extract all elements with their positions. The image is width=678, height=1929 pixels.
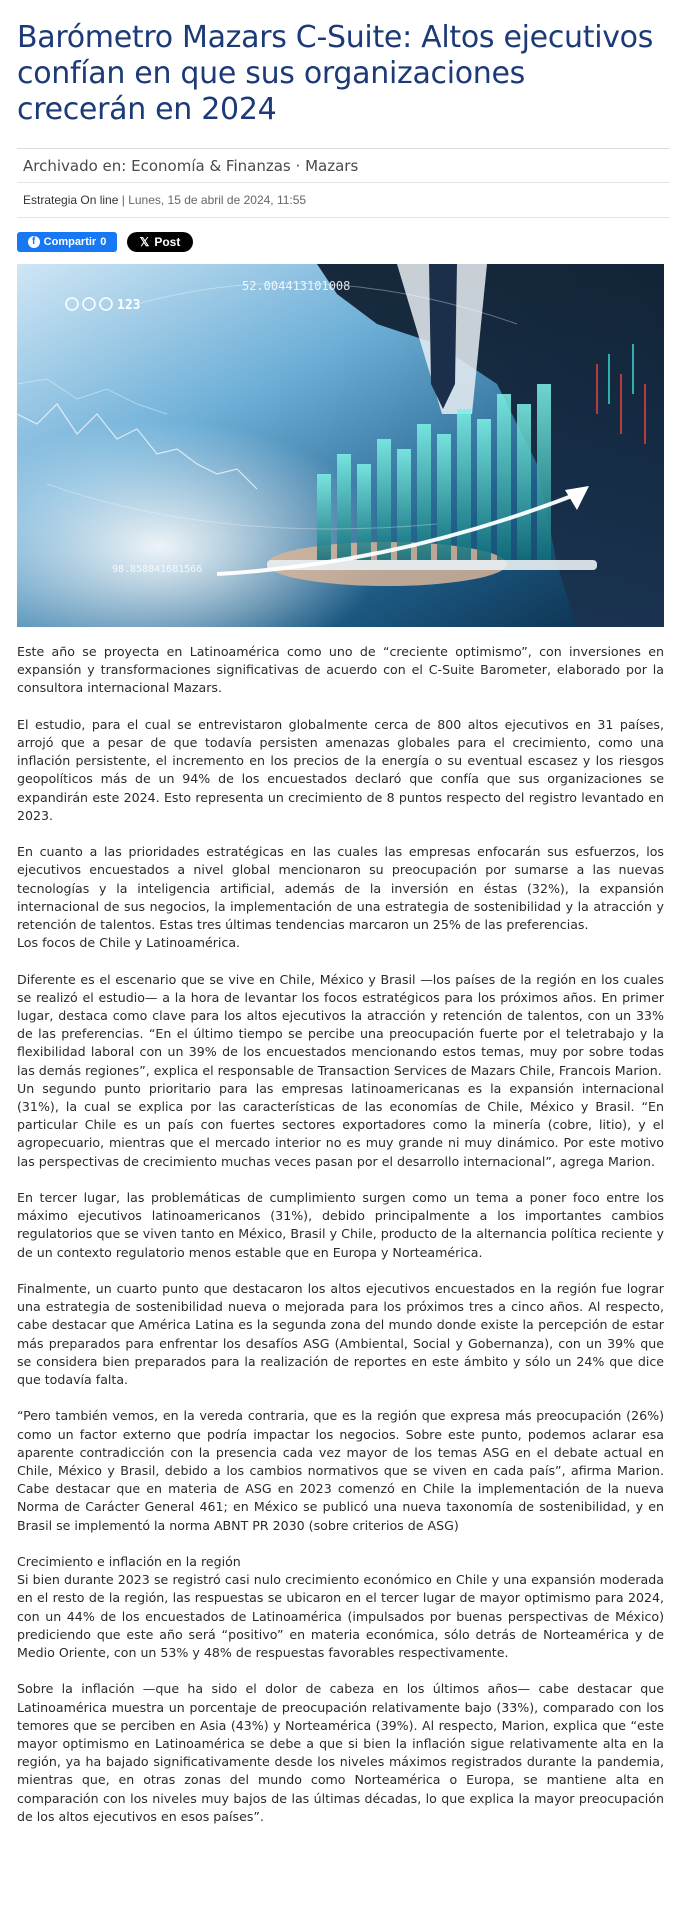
share-buttons	[17, 232, 668, 252]
hero-image	[17, 264, 664, 627]
facebook-icon: f	[28, 236, 40, 248]
category-link-mazars[interactable]: Mazars	[305, 157, 359, 175]
category-link-economia[interactable]: Economía & Finanzas	[131, 157, 291, 175]
paragraph: Finalmente, un cuarto punto que destacaron los altos ejecutivos encuestados en la región fue lograr una estrategia de sostenibilidad nueva o mejorada para los próximos tres a cinco años. Al respecto, cabe destacar que América Latina es la segunda zona del mundo donde existe la percepción de estar más preparados para enfrentar los desafíos ASG (Ambiental, Social y Gobernanza), con un 39% que se considera bien preparados para la realización de reportes en este ámbito y sólo un 24% que dice que todavía falta.	[17, 1281, 664, 1388]
facebook-share-count: 0	[100, 236, 107, 248]
subheading: Crecimiento e inflación en la región	[17, 1554, 241, 1570]
paragraph: El estudio, para el cual se entrevistaron globalmente cerca de 800 altos ejecutivos en 31 países, arrojó que a pesar de que todavía persisten amenazas globales para el crecimiento, como una inflación persistente, el incremento en los precios de la energía o su eventual escasez y los riesgos geopolíticos más de un 94% de los encuestados declaró que confía que sus organizaciones se expandirán este 2024. Esto representa un crecimiento de 8 puntos respecto del registro levantado en 2023.	[17, 716, 664, 823]
paragraph: “Pero también vemos, en la vereda contraria, que es la región que expresa más preocupación (26%) como un factor externo que podría impactar los negocios. Sobre este punto, podemos aclarar esa aparente contradicción con la presencia cada vez mayor de los temas ASG en el debate actual en Chile, México y Brasil, debido a los cambios normativos que se viven en cada país”, afirma Marion. Cabe destacar que en materia de ASG en 2023 comenzó en Chile la implementación de la nueva Norma de Carácter General 461; en México se publicó una nueva taxonomía de sostenibilidad, y en Brasil se implementó la norma ABNT PR 2030 (sobre criterios de ASG)	[17, 1408, 664, 1533]
article-meta: Estrategia On line | Lunes, 15 de abril de 2024, 11:55	[17, 187, 670, 218]
paragraph: Diferente es el escenario que se vive en Chile, México y Brasil —los países de la región en los cuales se realizó el estudio— a la hora de levantar los focos estratégicos para los próximos años. En primer lugar, destaca como clave para los altos ejecutivos la atracción y retención de talentos, con un 33% de las preferencias. “En el último tiempo se percibe una preocupación fuerte por el teletrabajo y la flexibilidad laboral con un 39% de los encuestados mencionando estos temas, muy por sobre todas las demás regiones”, explica el responsable de Transaction Services de Mazars Chile, Francois Marion.	[17, 971, 664, 1078]
archive-label: Archivado en:	[23, 157, 127, 175]
paragraph: Este año se proyecta en Latinoamérica como uno de “creciente optimismo”, con inversiones en expansión y transformaciones significativas de acuerdo con el C-Suite Barometer, elaborado por la consultora internacional Mazars.	[17, 644, 664, 696]
paragraph: Si bien durante 2023 se registró casi nulo crecimiento económico en Chile y una expansión moderada en el resto de la región, las respuestas se ubicaron en el tercer lugar de mayor optimismo para 2024, con un 44% de los encuestados de Latinoamérica (impulsados por buenas perspectivas de México) prediciendo que este año será “positivo” en materia económica, sólo detrás de Norteamérica y de Medio Oriente, con un 53% y 48% de respuestas favorables respectivamente.	[17, 1572, 664, 1661]
facebook-share-button[interactable]	[17, 232, 117, 252]
article-date: Lunes, 15 de abril de 2024, 11:55	[128, 193, 307, 207]
x-post-button[interactable]	[127, 232, 193, 252]
paragraph: En tercer lugar, las problemáticas de cumplimiento surgen como un tema a poner foco entre los máximo ejecutivos latinoamericanos (31%), debido principalmente a los importantes cambios regulatorios que se viven tanto en México, Brasil y Chile, producto de la alternancia política reciente y de un contexto regulatorio menos estable que en Europa y Norteamérica.	[17, 1190, 664, 1260]
article-title: Barómetro Mazars C-Suite: Altos ejecutivos confían en que sus organizaciones crecerán en 2024	[17, 20, 654, 127]
hero-ticker-top: 52.004413101008	[242, 279, 351, 293]
hero-ticker-bottom: 98.858841681566	[112, 564, 203, 575]
article-source: Estrategia On line	[23, 193, 119, 207]
x-icon: 𝕏	[139, 235, 150, 249]
paragraph: En cuanto a las prioridades estratégicas en las cuales las empresas enfocarán sus esfuerzos, los ejecutivos encuestados a nivel global mencionaron su preocupación por sumarse a las nuevas tecnologías y la inteligencia artificial, además de la inversión en éstas (32%), la expansión internacional de sus negocios, la implementación de una estrategia de sostenibilidad y la atracción y retención de talentos. Estas tres últimas tendencias marcaron un 25% de las preferencias.	[17, 844, 664, 933]
x-post-label: Post	[154, 235, 181, 249]
paragraph: Sobre la inflación —que ha sido el dolor de cabeza en los últimos años— cabe destacar que Latinoamérica muestra un porcentaje de preocupación relativamente bajo (33%), comparado con los temores que se perciben en Asia (43%) y Norteamérica (39%). Al respecto, Marion, explica que “este mayor optimismo en Latinoamérica se debe a que si bien la inflación sigue relativamente alta en la región, ya ha bajado significativamente desde los niveles máximos registrados durante la pandemia, mientras que, en otras zonas del mundo como Norteamérica o Europa, se mantiene alta en comparación con los niveles muy bajos de las últimas décadas, lo que explica la mayor preocupación de los altos ejecutivos en esos países”.	[17, 1681, 664, 1824]
hero-ticker-small: 123	[117, 298, 141, 313]
category-separator: ·	[295, 157, 301, 175]
archive-bar	[17, 148, 670, 183]
subheading: Los focos de Chile y Latinoamérica.	[17, 935, 241, 951]
article-body	[17, 643, 664, 1826]
facebook-share-label: Compartir	[43, 236, 97, 248]
paragraph: Un segundo punto prioritario para las empresas latinoamericanas es la expansión internacional (31%), la cual se explica por las características de las economías de Chile, México y Brasil. “En particular Chile es un país con fuertes sectores exportadores como la minería (cobre, litio), y el agropecuario, mientras que el mercado interior no es muy grande ni muy dinámico. Por este motivo las perspectivas de crecimiento muchas veces pasan por el desarrollo internacional”, agrega Marion.	[17, 1080, 664, 1169]
